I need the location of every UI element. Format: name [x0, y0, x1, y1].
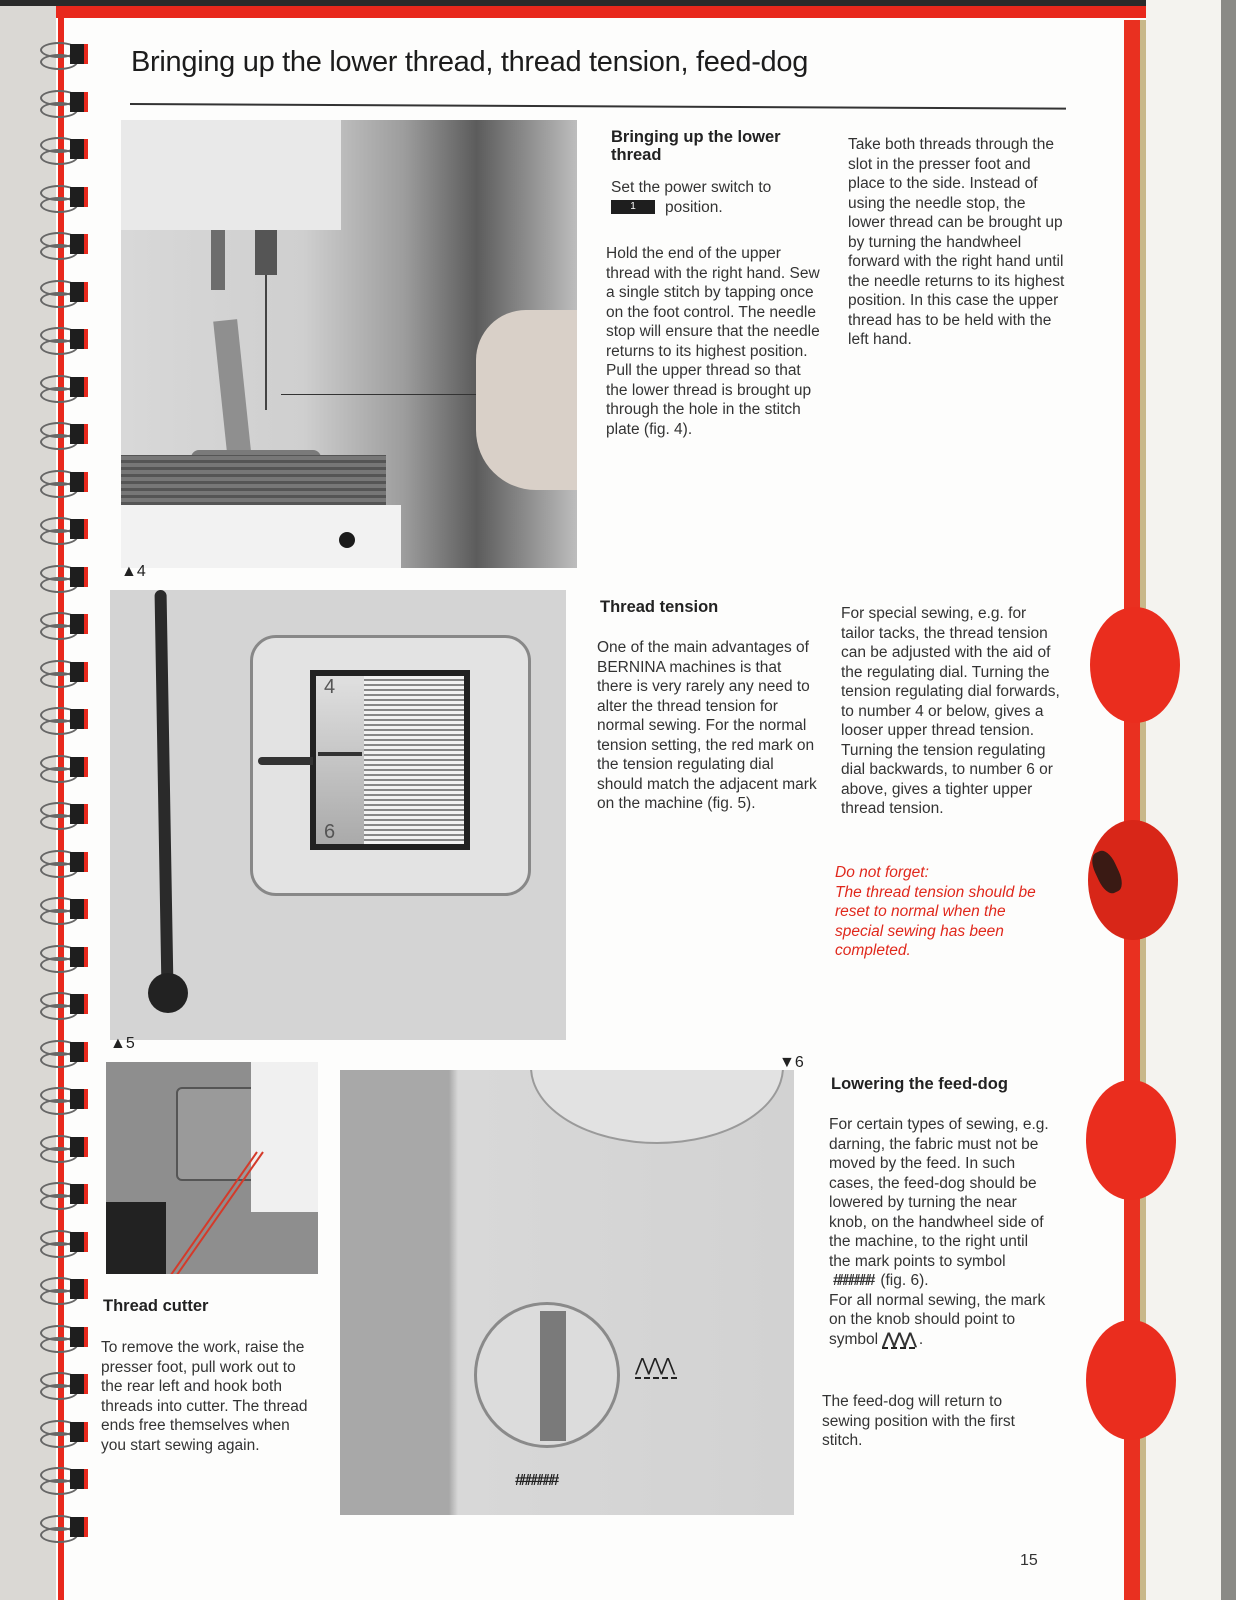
- dial-red-mark: [318, 752, 362, 756]
- figure-6-label: ▼6: [779, 1054, 804, 1071]
- feed-dog-body-3: The feed-dog will return to sewing position with the first stitch.: [822, 1393, 1015, 1449]
- section-tab-4[interactable]: [1086, 1320, 1176, 1440]
- spiral-coil: [40, 1467, 88, 1495]
- section-tab-2[interactable]: [1088, 820, 1178, 940]
- tension-warning: [835, 863, 1057, 961]
- thread-cutter-body: To remove the work, raise the presser foot, pull work out to the rear left and hook both threads into cutter. The thread ends free themselves when you start sewing again.: [101, 1339, 308, 1454]
- feed-dog-normal-text: For all normal sewing, the mark on the knob should point to symbol: [829, 1291, 1046, 1348]
- spiral-coil: [40, 1277, 88, 1305]
- spiral-coil: [40, 42, 88, 70]
- lower-thread-body: Hold the end of the upper thread with the right hand. Sew a single stitch by tapping once on the foot control. The needle stop will ensure that the needle returns to its highest position. Pull the upper thread so that the lower thread is brought up through the hole in the stitch plate (fig. 4).: [606, 245, 820, 438]
- fig-6-ref: (fig. 6).: [880, 1272, 929, 1289]
- feed-dog-text: For certain types of sewing, e.g. darning, the fabric must not be moved by the feed. In such cases, the feed-dog should be lowered by turning the near knob, on the handwheel side of the machine, to the right until the mark points to symbol: [829, 1116, 1049, 1270]
- machine-arm: [121, 120, 341, 230]
- figure-4-photo: [121, 120, 577, 568]
- spiral-coil: [40, 422, 88, 450]
- spiral-coil: [40, 280, 88, 308]
- machine-bed: [121, 505, 401, 568]
- spiral-coil: [40, 1372, 88, 1400]
- spiral-coil: [40, 755, 88, 783]
- dial-wheel[interactable]: [364, 676, 464, 844]
- thread-cutter-photo: [106, 1062, 318, 1274]
- spiral-coil: [40, 375, 88, 403]
- spiral-coil: [40, 1182, 88, 1210]
- spiral-coil: [40, 517, 88, 545]
- needle: [265, 275, 267, 410]
- knob-mark: [540, 1311, 566, 1441]
- spiral-coil: [40, 1040, 88, 1068]
- spiral-coil: [40, 612, 88, 640]
- spiral-coil: [40, 802, 88, 830]
- presser-area: [106, 1202, 166, 1274]
- feed-dog-body: For certain types of sewing, e.g. darning, the fabric must not be moved by the feed. In such cases, the feed-dog should be lowered by turning the near knob, on the handwheel side of the machine, to the right until the mark points to symbol ####### (fig. 6). For all normal sewing, the mark on the knob should point to symbol ⋀⋀⋀ .: [829, 1116, 1049, 1348]
- darning-symbol-inline-icon: #######: [833, 1272, 873, 1289]
- spiral-coil: [40, 1515, 88, 1543]
- spiral-coil: [40, 470, 88, 498]
- spiral-coil: [40, 327, 88, 355]
- section-tab-1[interactable]: [1090, 607, 1180, 723]
- stitch-plate: [121, 455, 386, 505]
- spiral-coil: [40, 992, 88, 1020]
- spiral-coil: [40, 707, 88, 735]
- handwheel: [530, 1070, 784, 1144]
- zigzag-symbol-icon: ⋀⋀⋀: [635, 1355, 674, 1375]
- page-top-red-edge: [56, 6, 1156, 18]
- thread-tension-body-2: For special sewing, e.g. for tailor tacks, the thread tension can be adjusted with the aid of the regulating dial. Turning the tension regulating dial forwards, to number 4 or below, gives a looser upper thread tension. Turning the tension regulating dial backwards, to number 6 or above, gives a tighter upper thread tension.: [841, 605, 1060, 817]
- switch-intro-text: Set the power switch to: [611, 179, 772, 196]
- warning-body: The thread tension should be reset to normal when the special sewing has been completed.: [835, 883, 1036, 959]
- heading-lower-thread: Bringing up the lower thread: [611, 128, 781, 164]
- dial-mark-4: 4: [324, 676, 336, 698]
- warning-title: Do not forget:: [835, 864, 929, 881]
- power-switch-instruction: [611, 178, 826, 217]
- spiral-coil: [40, 945, 88, 973]
- cable-hole: [148, 973, 188, 1013]
- switch-suffix-text: position.: [665, 198, 723, 216]
- binder-edge: [1221, 0, 1236, 1600]
- figure-6-photo: [340, 1070, 794, 1515]
- page-number: 15: [1020, 1552, 1038, 1569]
- spiral-coil: [40, 565, 88, 593]
- darning-symbol-icon: #######: [515, 1472, 557, 1489]
- lower-thread-body-2: Take both threads through the slot in the presser foot and place to the side. Instead of using the needle stop, the lower thread can be brought up by turning the handwheel forward with the right hand until the needle returns to its highest position. In this case the upper thread has to be held with the left hand.: [848, 136, 1065, 348]
- presser-foot-shank: [213, 319, 253, 471]
- figure-5-label: ▲5: [110, 1035, 135, 1052]
- spiral-coil: [40, 660, 88, 688]
- hand: [476, 310, 577, 490]
- heading-feed-dog: Lowering the feed-dog: [831, 1075, 1008, 1093]
- bed-dot: [339, 532, 355, 548]
- heading-thread-cutter: Thread cutter: [103, 1297, 209, 1315]
- spiral-coil: [40, 1230, 88, 1258]
- spiral-coil: [40, 185, 88, 213]
- feed-dog-knob[interactable]: [474, 1302, 620, 1448]
- figure-4-label: ▲4: [121, 563, 146, 580]
- cutter-housing: [251, 1062, 318, 1212]
- spiral-coil: [40, 1135, 88, 1163]
- spiral-coil: [40, 137, 88, 165]
- tab-image-patch: [1088, 847, 1127, 896]
- figure-5-photo: [110, 590, 566, 1040]
- spiral-coil: [40, 90, 88, 118]
- section-lower-thread: [611, 128, 826, 217]
- spiral-coil: [40, 850, 88, 878]
- thread-tension-body: One of the main advantages of BERNINA machines is that there is very rarely any need to alter the thread tension for normal sewing. For the normal tension setting, the red mark on the tension regulating dial should match the adjacent mark on the machine (fig. 5).: [597, 639, 817, 812]
- thread-cable: [155, 590, 174, 990]
- heading-thread-tension: Thread tension: [600, 598, 719, 616]
- presser-bar: [211, 230, 225, 290]
- dial-scale: [316, 676, 364, 844]
- dial-mark-6: 6: [324, 821, 336, 843]
- spiral-coil: [40, 897, 88, 925]
- spiral-coil: [40, 232, 88, 260]
- dial-window: [310, 670, 470, 850]
- section-tab-3[interactable]: [1086, 1080, 1176, 1200]
- spiral-coil: [40, 1420, 88, 1448]
- page-title: Bringing up the lower thread, thread tension, feed-dog: [131, 46, 809, 78]
- needle-clamp: [255, 230, 277, 275]
- power-switch-icon: 1: [611, 200, 655, 214]
- machine-pointer: [258, 757, 313, 765]
- thread-line: [281, 394, 481, 395]
- spiral-coil: [40, 1087, 88, 1115]
- zigzag-inline-icon: ⋀⋀⋀: [882, 1330, 915, 1348]
- zigzag-underline: [635, 1377, 677, 1379]
- spiral-coil: [40, 1325, 88, 1353]
